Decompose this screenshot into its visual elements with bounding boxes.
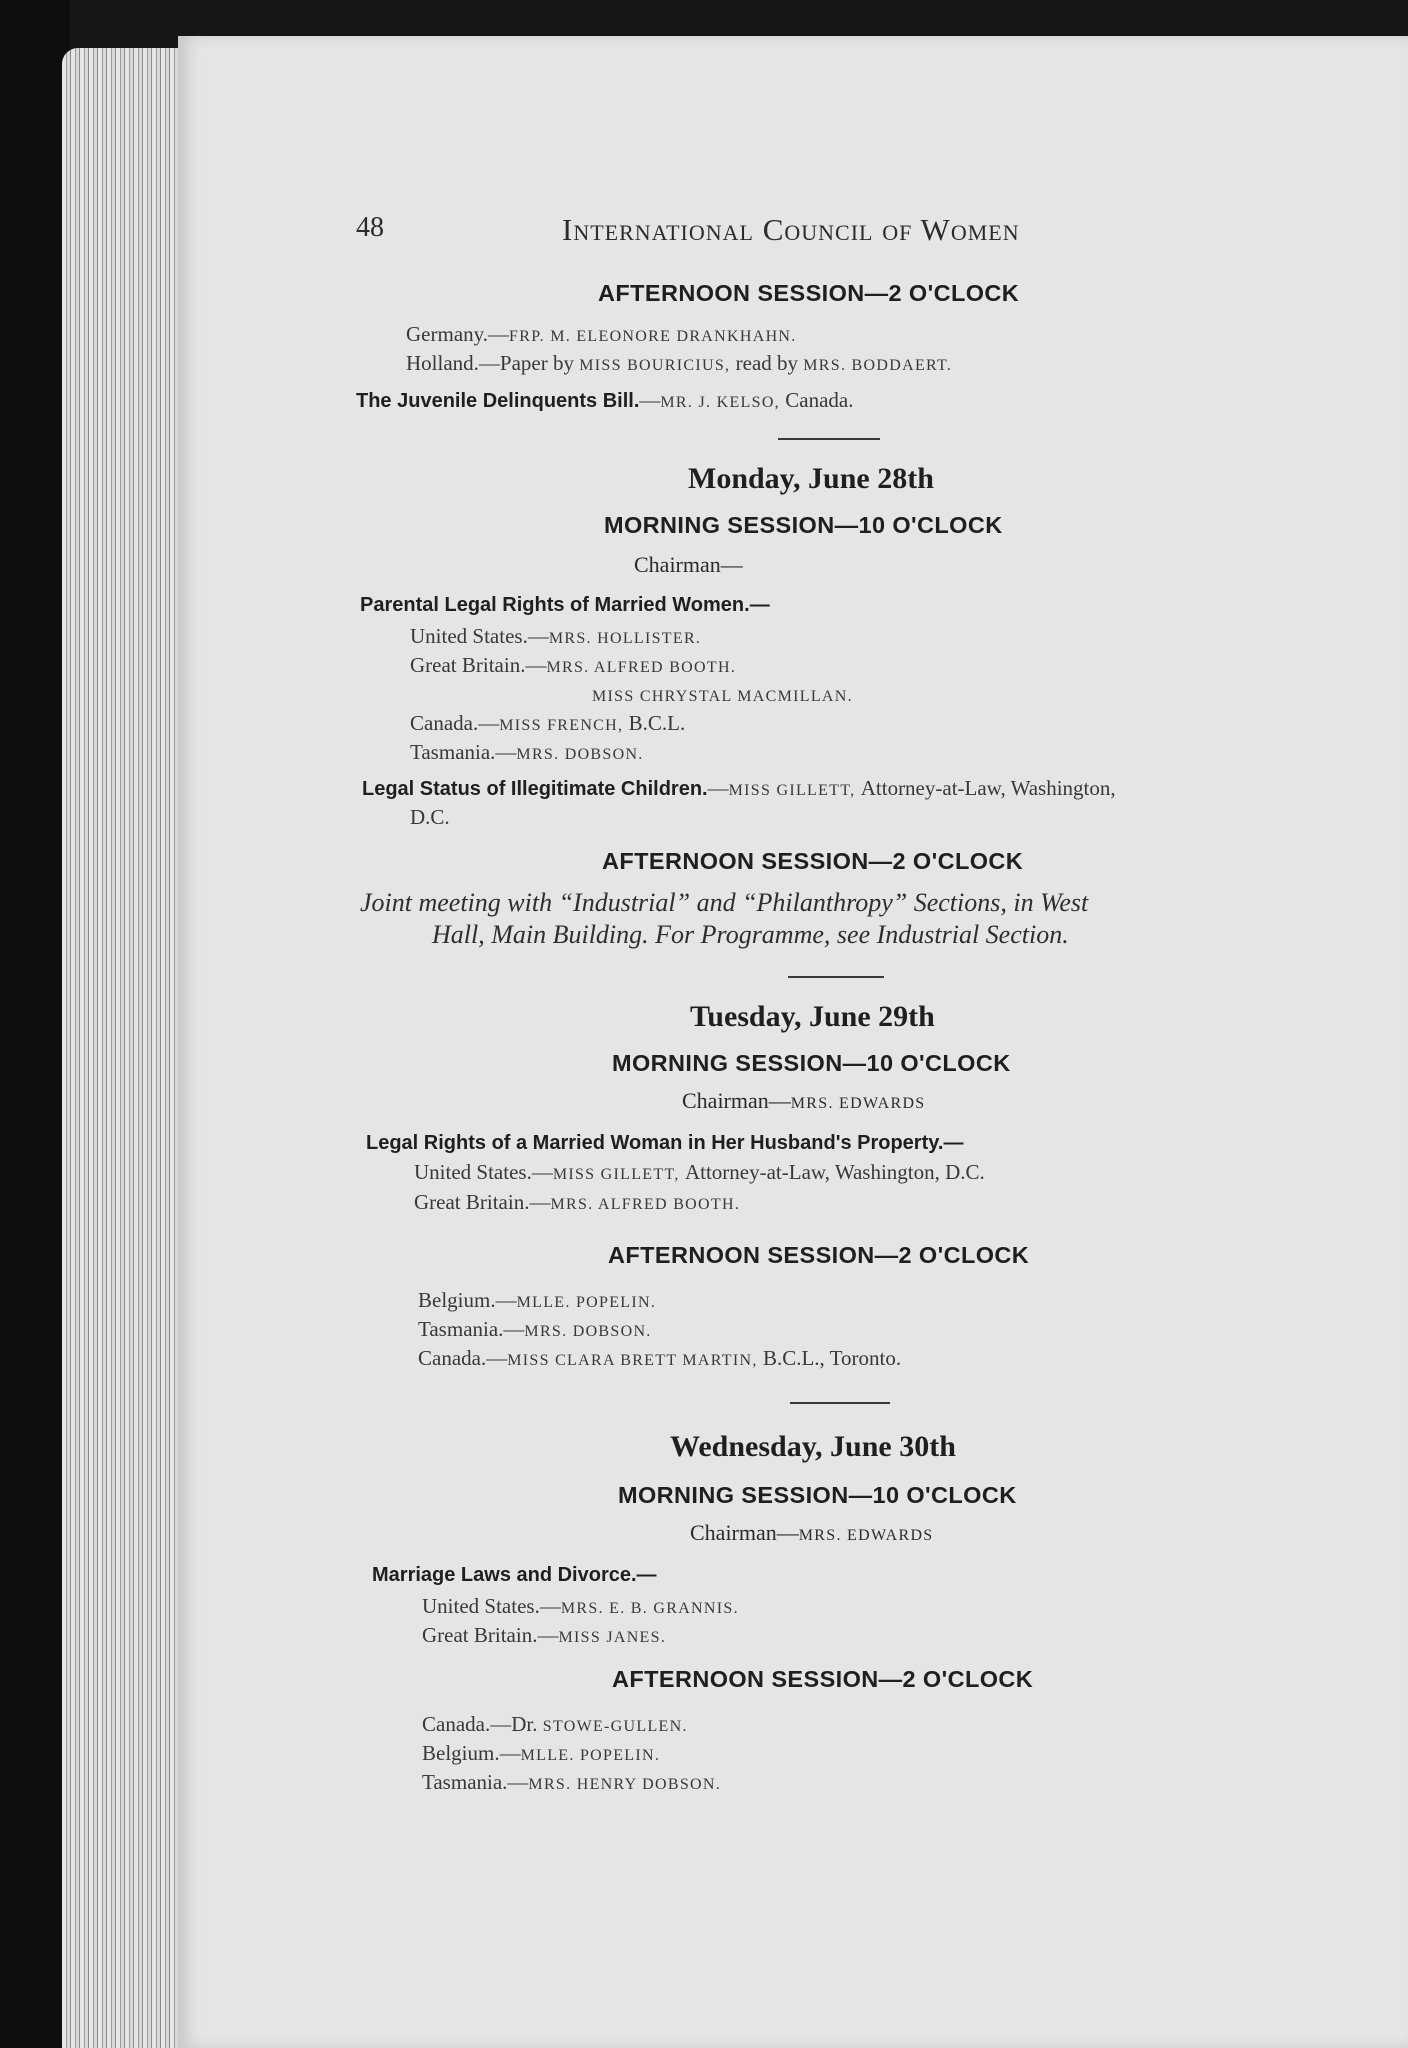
participant-line: Belgium.—MLLE. POPELIN. <box>418 1288 657 1312</box>
participant-line: Tasmania.—MRS. HENRY DOBSON. <box>422 1770 722 1794</box>
session-heading: MORNING SESSION—10 O'CLOCK <box>612 1050 1011 1076</box>
section-divider <box>790 1402 890 1404</box>
participant-line: United States.—MRS. E. B. GRANNIS. <box>422 1594 739 1618</box>
day-heading: Wednesday, June 30th <box>670 1430 956 1463</box>
participant-line: Great Britain.—MRS. ALFRED BOOTH. <box>414 1190 741 1214</box>
topic-line: Legal Status of Illegitimate Children.—MISS GILLETT, Attorney-at-Law, Washington, <box>362 776 1116 800</box>
chairman-line: Chairman—MRS. EDWARDS <box>690 1520 934 1545</box>
participant-line: Belgium.—MLLE. POPELIN. <box>422 1741 661 1765</box>
participant-line: Great Britain.—MRS. ALFRED BOOTH. <box>410 653 737 677</box>
chairman-line: Chairman—MRS. EDWARDS <box>682 1088 926 1113</box>
session-heading: MORNING SESSION—10 O'CLOCK <box>618 1482 1017 1508</box>
participant-line: Canada.—Dr. STOWE-GULLEN. <box>422 1712 688 1736</box>
continuation-line: D.C. <box>410 805 450 829</box>
participant-line: Great Britain.—MISS JANES. <box>422 1623 667 1647</box>
section-divider <box>778 438 880 440</box>
page-number: 48 <box>356 212 384 243</box>
section-divider <box>788 976 884 978</box>
topic-line: The Juvenile Delinquents Bill.—MR. J. KELSO, Canada. <box>356 388 854 412</box>
day-heading: Monday, June 28th <box>688 462 934 495</box>
topic-heading: Marriage Laws and Divorce.— <box>372 1564 657 1586</box>
session-heading: AFTERNOON SESSION—2 O'CLOCK <box>602 848 1024 874</box>
participant-line: United States.—MISS GILLETT, Attorney-at-Law, Washington, D.C. <box>414 1160 985 1184</box>
session-heading: AFTERNOON SESSION—2 O'CLOCK <box>612 1666 1034 1692</box>
participant-line: Tasmania.—MRS. DOBSON. <box>410 740 644 764</box>
day-heading: Tuesday, June 29th <box>690 1000 935 1033</box>
joint-meeting-note-cont: Hall, Main Building. For Programme, see Industrial Section. <box>432 920 1069 949</box>
participant-line: Germany.—FRP. M. ELEONORE DRANKHAHN. <box>406 322 797 346</box>
session-heading: AFTERNOON SESSION—2 O'CLOCK <box>608 1242 1030 1268</box>
participant-line: Tasmania.—MRS. DOBSON. <box>418 1317 652 1341</box>
participant-line: MISS CHRYSTAL MACMILLAN. <box>592 688 853 705</box>
participant-line: Holland.—Paper by MISS BOURICIUS, read by MRS. BODDAERT. <box>406 351 953 375</box>
topic-heading: Legal Rights of a Married Woman in Her Husband's Property.— <box>366 1132 964 1154</box>
participant-line: Canada.—MISS FRENCH, B.C.L. <box>410 711 686 735</box>
topic-heading: Parental Legal Rights of Married Women.— <box>360 594 770 616</box>
participant-line: Canada.—MISS CLARA BRETT MARTIN, B.C.L., Toronto. <box>418 1346 902 1370</box>
participant-line: United States.—MRS. HOLLISTER. <box>410 624 702 648</box>
session-heading: MORNING SESSION—10 O'CLOCK <box>604 512 1003 538</box>
chairman-line: Chairman— <box>634 552 743 577</box>
running-title: International Council of Women <box>562 212 1020 247</box>
joint-meeting-note: Joint meeting with “Industrial” and “Philanthropy” Sections, in West <box>360 888 1089 917</box>
session-heading: AFTERNOON SESSION—2 O'CLOCK <box>598 280 1020 306</box>
